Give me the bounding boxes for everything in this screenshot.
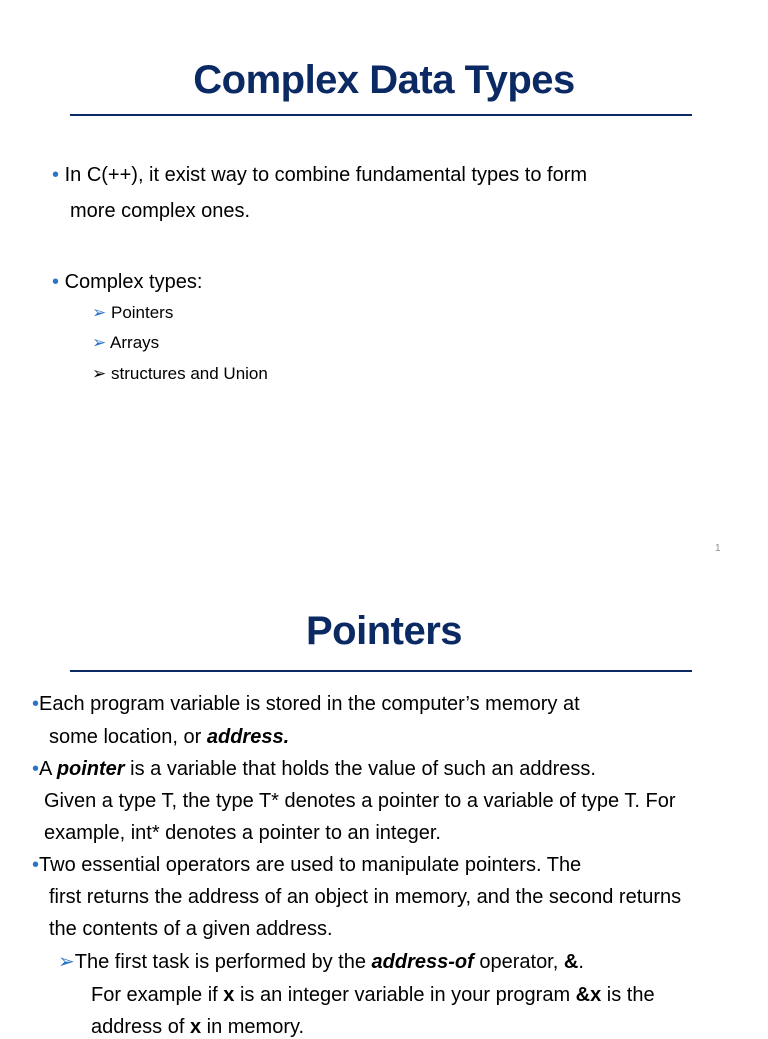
- example-text: For example if: [91, 984, 224, 1006]
- slide-title: Complex Data Types: [193, 58, 575, 102]
- bullet-text: the contents of a given address.: [49, 918, 333, 940]
- round-bullet-icon: •: [52, 164, 60, 186]
- arrowhead-bullet-icon: ➢: [58, 951, 75, 973]
- emphasis-text: address.: [206, 726, 290, 748]
- round-bullet-icon: •: [52, 271, 60, 293]
- sub-item-text: Arrays: [110, 333, 160, 352]
- variable-text: x: [189, 1016, 202, 1038]
- bullet-item: [32, 692, 580, 716]
- bullet-text: is a variable that holds the value of such an address.: [124, 758, 596, 780]
- bullet-continuation: [49, 725, 289, 749]
- bullet-item: [32, 757, 596, 781]
- bullet-text: example, int* denotes a pointer to an integer.: [44, 822, 441, 844]
- bullet-text: more complex ones.: [70, 200, 251, 222]
- bullet-text: In C(++), it exist way to combine fundamental types to form: [64, 164, 588, 186]
- operator-text: &x: [575, 984, 602, 1006]
- sub-item-text: operator,: [473, 951, 564, 973]
- arrowhead-bullet-icon: ➢: [92, 364, 107, 383]
- slide-title: Pointers: [305, 609, 463, 653]
- bullet-item: [32, 853, 581, 877]
- bullet-continuation: [49, 917, 333, 941]
- operator-text: &: [563, 951, 579, 973]
- sub-list-item: [92, 302, 173, 324]
- sub-item-text: structures and Union: [110, 364, 268, 383]
- sub-list-item: [92, 363, 268, 385]
- bullet-continuation: [44, 789, 675, 813]
- example-line: [91, 1015, 304, 1039]
- example-text: is the: [601, 984, 655, 1006]
- bullet-continuation: [44, 821, 441, 845]
- example-text: in memory.: [201, 1016, 305, 1038]
- bullet-text: first returns the address of an object in memory, and the second returns: [49, 886, 682, 908]
- arrowhead-bullet-icon: ➢: [92, 333, 107, 352]
- bullet-text: Each program variable is stored in the computer’s memory at: [39, 693, 580, 715]
- arrowhead-bullet-icon: ➢: [92, 303, 107, 322]
- example-text: address of: [91, 1016, 190, 1038]
- bullet-continuation: [70, 199, 250, 223]
- sub-list-item: [58, 950, 584, 974]
- bullet-text: some location, or: [49, 726, 207, 748]
- sub-item-text: The first task is performed by the: [74, 951, 372, 973]
- slide-number: 1: [715, 543, 721, 554]
- slide-pointers: [0, 576, 768, 1038]
- bullet-text: Complex types:: [64, 271, 203, 293]
- bullet-item: [52, 270, 202, 294]
- title-underline: [70, 114, 692, 116]
- title-underline: [70, 670, 692, 672]
- bullet-continuation: [49, 885, 681, 909]
- bullet-text: Two essential operators are used to manipulate pointers. The: [39, 854, 582, 876]
- round-bullet-icon: •: [32, 693, 40, 715]
- example-line: [91, 983, 655, 1007]
- round-bullet-icon: •: [32, 854, 40, 876]
- emphasis-text: address-of: [371, 951, 474, 973]
- emphasis-text: pointer: [56, 758, 125, 780]
- bullet-text: Given a type T, the type T* denotes a pointer to a variable of type T. For: [44, 790, 676, 812]
- sub-item-text: .: [578, 951, 584, 973]
- variable-text: x: [223, 984, 235, 1006]
- sub-item-text: Pointers: [110, 303, 174, 322]
- bullet-text: A: [39, 758, 57, 780]
- sub-list-item: [92, 332, 159, 354]
- bullet-item: [52, 163, 587, 187]
- example-text: is an integer variable in your program: [234, 984, 576, 1006]
- round-bullet-icon: •: [32, 758, 40, 780]
